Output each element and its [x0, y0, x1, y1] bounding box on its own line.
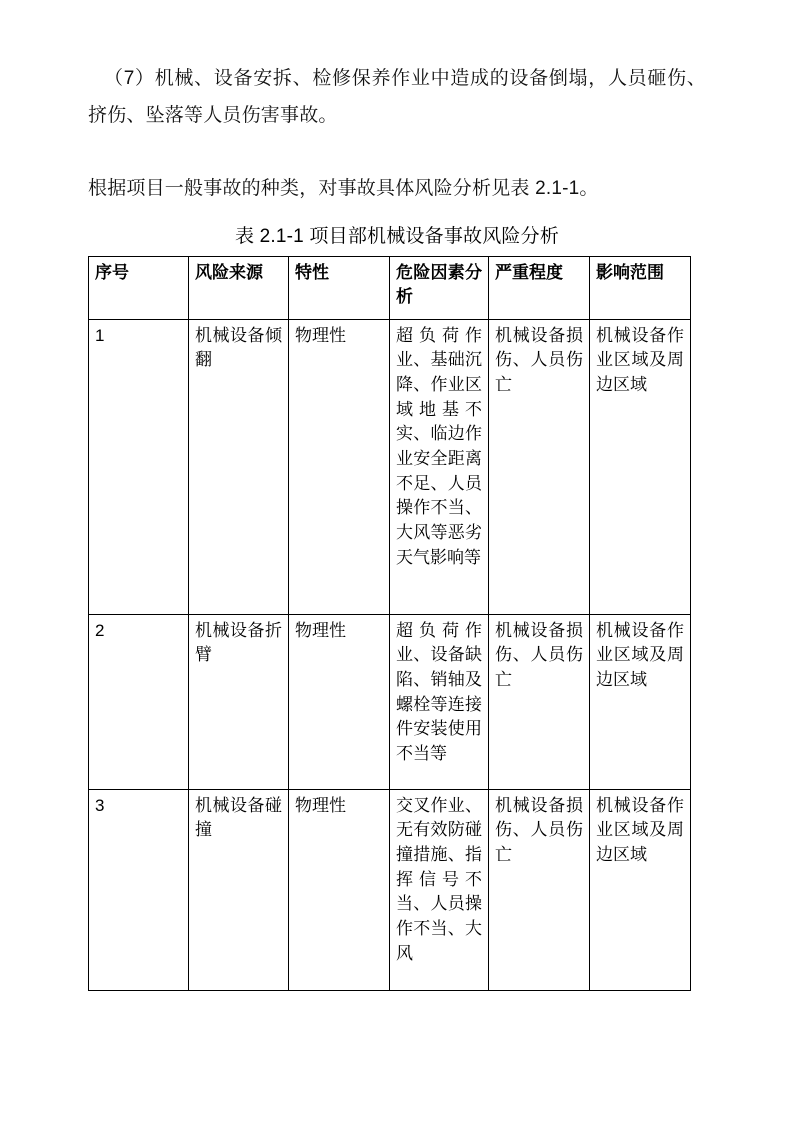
- cell-property: 物理性: [289, 614, 390, 789]
- paragraph-reference: 根据项目一般事故的种类，对事故具体风险分析见表 2.1-1。: [88, 178, 599, 200]
- cell-source: 机械设备折臂: [189, 614, 289, 789]
- cell-seq: 2: [89, 614, 189, 789]
- table-row: [89, 789, 691, 990]
- cell-hazard: 超负荷作业、基础沉降、作业区域地基不实、临边作业安全距离不足、人员操作不当、大风等恶劣天气影响等: [390, 319, 489, 614]
- cell-property: 物理性: [289, 319, 390, 614]
- cell-severity: 机械设备损伤、人员伤亡: [489, 319, 590, 614]
- table-row: [89, 614, 691, 789]
- cell-scope: 机械设备作业区域及周边区域: [590, 614, 691, 789]
- cell-source: 机械设备倾翻: [189, 319, 289, 614]
- paragraph-item-7: （7）机械、设备安拆、检修保养作业中造成的设备倒塌，人员砸伤、挤伤、坠落等人员伤害事故。: [88, 68, 706, 127]
- column-header-hazard: 危险因素分析: [390, 256, 489, 319]
- cell-seq: 3: [89, 789, 189, 990]
- column-header-seq: 序号: [89, 256, 189, 319]
- cell-severity: 机械设备损伤、人员伤亡: [489, 789, 590, 990]
- cell-hazard: 交叉作业、无有效防碰撞措施、指挥信号不当、人员操作不当、大风: [390, 789, 489, 990]
- table-caption: 表 2.1-1 项目部机械设备事故风险分析: [234, 226, 560, 248]
- table-row: [89, 319, 691, 614]
- column-header-source: 风险来源: [189, 256, 289, 319]
- column-header-scope: 影响范围: [590, 256, 691, 319]
- table-header-row: [89, 256, 691, 319]
- paragraph-spacer: [88, 146, 706, 170]
- cell-property: 物理性: [289, 789, 390, 990]
- cell-severity: 机械设备损伤、人员伤亡: [489, 614, 590, 789]
- cell-source: 机械设备碰撞: [189, 789, 289, 990]
- column-header-property: 特性: [289, 256, 390, 319]
- risk-analysis-table: [88, 256, 691, 991]
- cell-seq: 1: [89, 319, 189, 614]
- cell-scope: 机械设备作业区域及周边区域: [590, 319, 691, 614]
- page-content: [88, 60, 706, 991]
- column-header-severity: 严重程度: [489, 256, 590, 319]
- cell-hazard: 超负荷作业、设备缺陷、销轴及螺栓等连接件安装使用不当等: [390, 614, 489, 789]
- cell-scope: 机械设备作业区域及周边区域: [590, 789, 691, 990]
